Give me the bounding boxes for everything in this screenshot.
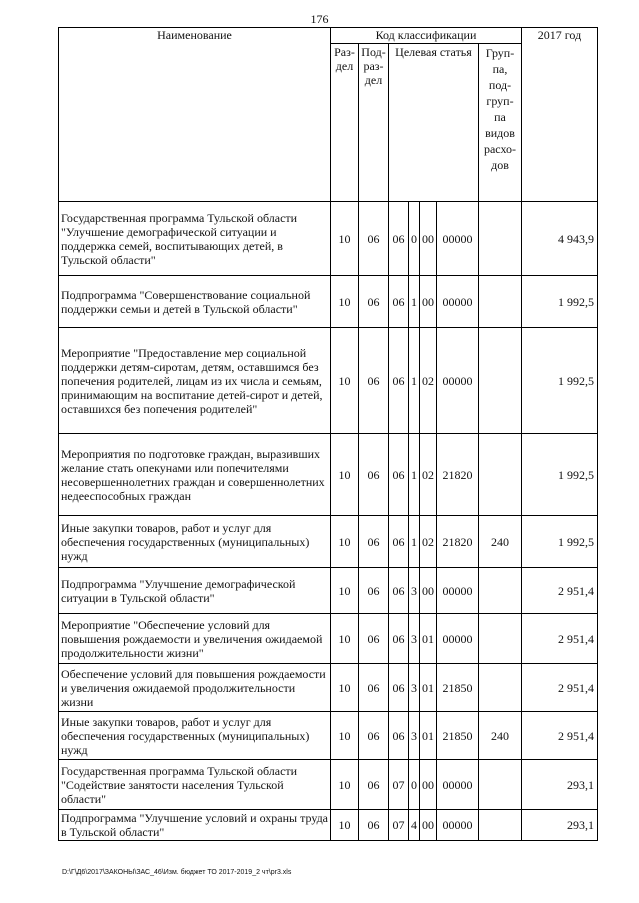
row-expense-group <box>479 760 522 810</box>
row-razdel: 10 <box>331 516 359 568</box>
row-target-program: 06 <box>389 614 409 664</box>
row-podrazdel: 06 <box>359 328 389 434</box>
column-header-group: Груп- па, под- груп- па видов расхо- дов <box>479 44 522 202</box>
row-target-program: 06 <box>389 434 409 516</box>
row-target-program: 07 <box>389 760 409 810</box>
budget-table <box>58 27 598 841</box>
row-name: Государственная программа Тульской области "Содействие занятости населения Тульской области" <box>59 760 331 810</box>
row-target-program: 06 <box>389 516 409 568</box>
row-razdel: 10 <box>331 810 359 841</box>
row-target-event: 00 <box>420 760 437 810</box>
row-expense-group <box>479 434 522 516</box>
row-podrazdel: 06 <box>359 614 389 664</box>
row-target-subprogram: 1 <box>409 516 420 568</box>
table-row <box>59 760 598 810</box>
row-amount: 293,1 <box>522 760 598 810</box>
file-path-footer: D:\Г\Д6\2017\ЗАКОНЫ\ЗАС_46\Изм. бюджет ТО 2017-2019_2 чт\pr3.xls <box>62 869 292 876</box>
row-amount: 293,1 <box>522 810 598 841</box>
table-row <box>59 810 598 841</box>
row-target-program: 06 <box>389 202 409 276</box>
row-name: Обеспечение условий для повышения рождаемости и увеличения ожидаемой продолжительности жизни <box>59 664 331 712</box>
row-razdel: 10 <box>331 434 359 516</box>
row-target-subprogram: 3 <box>409 614 420 664</box>
page-number: 176 <box>310 12 329 26</box>
row-target-subprogram: 3 <box>409 568 420 614</box>
row-podrazdel: 06 <box>359 664 389 712</box>
row-target-event: 02 <box>420 434 437 516</box>
row-expense-group: 240 <box>479 516 522 568</box>
row-name: Мероприятие "Предоставление мер социальной поддержки детям-сиротам, детям, оставшимся без попечения родителей, лицам из их числа и семьям, принимающим на воспитание детей-сирот и детей, оставшихся без попечения родителей" <box>59 328 331 434</box>
row-target-event: 02 <box>420 328 437 434</box>
row-amount: 1 992,5 <box>522 516 598 568</box>
row-target-direction: 00000 <box>437 328 479 434</box>
row-podrazdel: 06 <box>359 712 389 760</box>
row-target-subprogram: 4 <box>409 810 420 841</box>
row-target-subprogram: 3 <box>409 712 420 760</box>
row-target-direction: 00000 <box>437 276 479 328</box>
row-target-subprogram: 1 <box>409 328 420 434</box>
row-amount: 4 943,9 <box>522 202 598 276</box>
table-row <box>59 202 598 276</box>
row-target-program: 06 <box>389 568 409 614</box>
row-podrazdel: 06 <box>359 434 389 516</box>
row-target-direction: 21820 <box>437 434 479 516</box>
row-target-event: 00 <box>420 276 437 328</box>
row-podrazdel: 06 <box>359 276 389 328</box>
row-amount: 2 951,4 <box>522 614 598 664</box>
row-amount: 1 992,5 <box>522 328 598 434</box>
table-row <box>59 568 598 614</box>
row-target-direction: 21850 <box>437 712 479 760</box>
row-target-subprogram: 3 <box>409 664 420 712</box>
column-header-target: Целевая статья <box>389 44 479 202</box>
row-podrazdel: 06 <box>359 810 389 841</box>
row-podrazdel: 06 <box>359 568 389 614</box>
column-header-year: 2017 год <box>522 28 598 202</box>
row-target-event: 00 <box>420 202 437 276</box>
row-amount: 2 951,4 <box>522 712 598 760</box>
row-name: Государственная программа Тульской области "Улучшение демографической ситуации и поддержка семей, воспитывающих детей, в Тульской области" <box>59 202 331 276</box>
row-target-program: 07 <box>389 810 409 841</box>
row-razdel: 10 <box>331 328 359 434</box>
row-amount: 2 951,4 <box>522 664 598 712</box>
row-amount: 2 951,4 <box>522 568 598 614</box>
row-target-subprogram: 0 <box>409 202 420 276</box>
table-row <box>59 614 598 664</box>
row-target-direction: 21820 <box>437 516 479 568</box>
row-amount: 1 992,5 <box>522 276 598 328</box>
table-row <box>59 276 598 328</box>
row-expense-group <box>479 810 522 841</box>
row-target-program: 06 <box>389 664 409 712</box>
row-target-direction: 00000 <box>437 760 479 810</box>
row-razdel: 10 <box>331 202 359 276</box>
row-expense-group <box>479 202 522 276</box>
row-expense-group <box>479 276 522 328</box>
row-target-direction: 00000 <box>437 810 479 841</box>
table-row <box>59 516 598 568</box>
row-target-subprogram: 1 <box>409 276 420 328</box>
row-name: Мероприятия по подготовке граждан, выразивших желание стать опекунами или попечителями несовершеннолетних граждан и совершеннолетних недееспособных граждан <box>59 434 331 516</box>
row-razdel: 10 <box>331 276 359 328</box>
row-target-event: 00 <box>420 810 437 841</box>
row-target-subprogram: 1 <box>409 434 420 516</box>
table-row <box>59 328 598 434</box>
row-target-program: 06 <box>389 328 409 434</box>
table-row <box>59 712 598 760</box>
row-target-program: 06 <box>389 712 409 760</box>
row-target-direction: 00000 <box>437 568 479 614</box>
column-header-podrazdel: Под- раз- дел <box>359 44 389 202</box>
table-row <box>59 664 598 712</box>
row-target-subprogram: 0 <box>409 760 420 810</box>
table-row <box>59 434 598 516</box>
row-target-event: 01 <box>420 664 437 712</box>
row-podrazdel: 06 <box>359 516 389 568</box>
row-target-direction: 00000 <box>437 202 479 276</box>
row-razdel: 10 <box>331 614 359 664</box>
row-name: Подпрограмма "Совершенствование социальной поддержки семьи и детей в Тульской области" <box>59 276 331 328</box>
row-name: Подпрограмма "Улучшение условий и охраны труда в Тульской области" <box>59 810 331 841</box>
column-header-name: Наименование <box>59 28 331 202</box>
row-amount: 1 992,5 <box>522 434 598 516</box>
row-target-event: 00 <box>420 568 437 614</box>
row-name: Иные закупки товаров, работ и услуг для обеспечения государственных (муниципальных) нужд <box>59 516 331 568</box>
row-podrazdel: 06 <box>359 202 389 276</box>
row-expense-group <box>479 328 522 434</box>
row-expense-group <box>479 568 522 614</box>
row-target-event: 01 <box>420 614 437 664</box>
row-target-event: 02 <box>420 516 437 568</box>
row-razdel: 10 <box>331 568 359 614</box>
row-razdel: 10 <box>331 712 359 760</box>
row-name: Иные закупки товаров, работ и услуг для обеспечения государственных (муниципальных) нужд <box>59 712 331 760</box>
row-target-program: 06 <box>389 276 409 328</box>
row-target-direction: 21850 <box>437 664 479 712</box>
row-razdel: 10 <box>331 760 359 810</box>
row-expense-group: 240 <box>479 712 522 760</box>
row-razdel: 10 <box>331 664 359 712</box>
column-header-razdel: Раз- дел <box>331 44 359 202</box>
row-name: Подпрограмма "Улучшение демографической ситуации в Тульской области" <box>59 568 331 614</box>
row-expense-group <box>479 664 522 712</box>
row-name: Мероприятие "Обеспечение условий для повышения рождаемости и увеличения ожидаемой продолжительности жизни" <box>59 614 331 664</box>
row-target-direction: 00000 <box>437 614 479 664</box>
row-podrazdel: 06 <box>359 760 389 810</box>
row-target-event: 01 <box>420 712 437 760</box>
row-expense-group <box>479 614 522 664</box>
column-header-classification: Код классификации <box>331 28 522 44</box>
